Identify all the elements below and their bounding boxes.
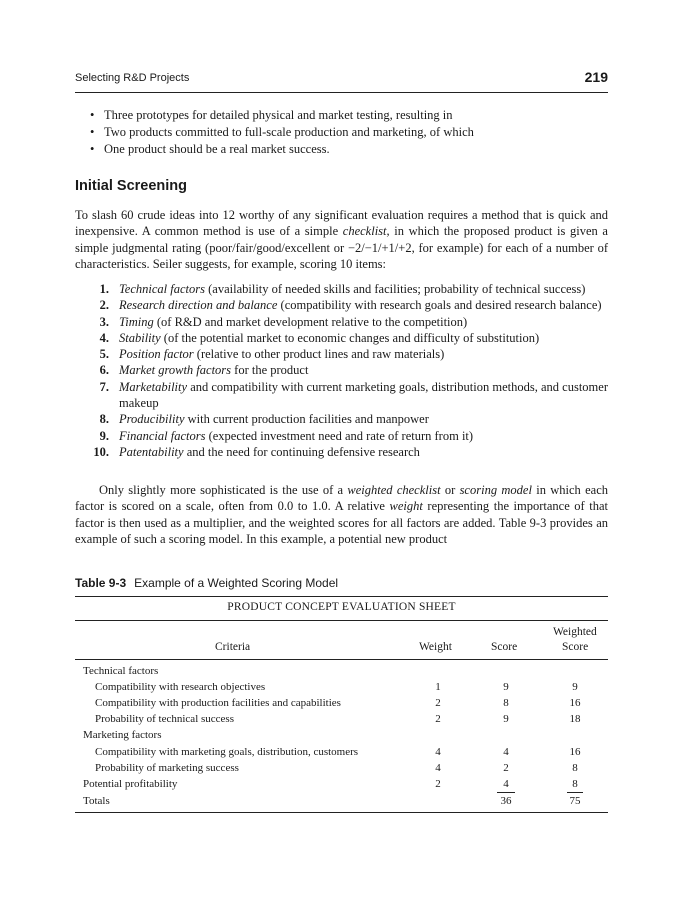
item-text: (of the potential market to economic changes and difficulty of substitution) — [160, 330, 540, 345]
item-term: Research direction and balance — [119, 298, 278, 313]
item-term: Marketability — [119, 379, 188, 394]
cell-score: 2 — [503, 762, 509, 774]
item-number: 8. — [99, 412, 109, 427]
list-item — [75, 281, 608, 297]
table-row — [75, 729, 608, 745]
item-number: 4. — [99, 330, 109, 345]
item-text: (expected investment need and rate of return from it) — [205, 428, 474, 443]
text-emphasis: weight — [389, 499, 423, 514]
list-item — [75, 379, 608, 412]
item-text: (compatibility with research goals and desired research balance) — [277, 298, 602, 313]
cell-weighted-score: 9 — [572, 681, 578, 693]
text-run: or — [440, 483, 460, 497]
cell-weight: 1 — [435, 681, 441, 693]
list-item — [75, 346, 608, 362]
cell-weight: 4 — [435, 762, 441, 774]
list-item — [75, 330, 608, 346]
list-item — [75, 362, 608, 378]
item-number: 9. — [99, 428, 109, 443]
bullet-list — [90, 107, 474, 158]
cell-weight: 2 — [435, 697, 441, 709]
cell-score: 4 — [503, 746, 509, 758]
item-term: Producibility — [119, 412, 185, 427]
cell-weighted-score: 75 — [569, 795, 581, 807]
list-item — [75, 428, 608, 444]
item-term: Market growth factors — [119, 363, 232, 378]
cell-weight: 2 — [435, 713, 441, 725]
table-number: Table 9-3 — [75, 576, 127, 590]
header-weighted-score: Score — [562, 641, 589, 653]
item-number: 3. — [99, 314, 109, 329]
item-number: 5. — [99, 347, 109, 362]
item-term: Stability — [119, 330, 161, 345]
table-caption — [75, 576, 338, 590]
text-emphasis: weighted checklist — [347, 483, 441, 497]
table-title: Example of a Weighted Scoring Model — [134, 576, 339, 590]
item-number: 10. — [93, 444, 109, 459]
text-emphasis: scoring model — [459, 483, 532, 497]
header-criteria: Criteria — [215, 641, 251, 653]
item-term: Financial factors — [119, 428, 206, 443]
table-row — [75, 665, 608, 681]
table-row-totals — [75, 795, 608, 811]
cell-weighted-score: 16 — [569, 746, 581, 758]
cell-weighted-score: 16 — [569, 697, 581, 709]
table-row — [75, 746, 608, 762]
running-title: Selecting R&D Projects — [75, 72, 190, 84]
header-score: Score — [491, 641, 518, 653]
text-run: To slash 60 crude ideas into 12 worthy of any significant evaluation requires a method that is quick and inexpensive. A common method is use of a simple — [75, 208, 608, 239]
cell-score: 9 — [503, 713, 509, 725]
text-run: in which the proposed product is given a simple judgmental rating (poor/fair/good/excellent or −2/−1/+1/+2, for example) for each of a number of characteristics. Seiler suggests, for example, scoring 10 items: — [75, 224, 608, 272]
cell-score: 36 — [500, 795, 512, 807]
text-run: Only slightly more sophisticated is the use of a — [99, 483, 348, 497]
header-weight: Weight — [419, 641, 452, 653]
row-label: Totals — [83, 795, 110, 807]
cell-weight: 2 — [435, 778, 441, 790]
text-emphasis: checklist, — [342, 224, 390, 239]
table-row — [75, 713, 608, 729]
item-text: for the product — [231, 363, 309, 378]
paragraph-scoring-model — [75, 482, 608, 548]
sum-underline — [567, 792, 583, 793]
table-row — [75, 697, 608, 713]
row-label: Probability of technical success — [95, 713, 234, 725]
item-number: 6. — [99, 363, 109, 378]
cell-score: 4 — [503, 778, 509, 790]
list-item — [75, 297, 608, 313]
header-weighted: Weighted — [553, 626, 597, 638]
table-rule — [75, 620, 608, 621]
section-heading: Initial Screening — [75, 178, 187, 194]
table-header-rule — [75, 659, 608, 660]
item-term: Timing — [119, 314, 154, 329]
list-item — [75, 444, 608, 460]
item-term: Technical factors — [119, 282, 205, 296]
row-label: Compatibility with marketing goals, distribution, customers — [95, 746, 359, 758]
item-text: (availability of needed skills and facilities; probability of technical success) — [205, 282, 586, 296]
text-run: representing the importance of that factor is then used as a multiplier, and the weighted scores for all factors are added. Table 9-3 provides an example of such a scoring model. In this example, a potential new product — [75, 499, 609, 547]
list-item — [75, 411, 608, 427]
cell-score: 8 — [503, 697, 509, 709]
item-text: with current production facilities and manpower — [184, 412, 429, 427]
item-term: Position factor — [119, 347, 194, 362]
bullet-item: • Three prototypes for detailed physical and market testing, resulting in — [90, 107, 474, 124]
list-item — [75, 314, 608, 330]
item-term: Patentability — [119, 444, 184, 459]
table-row — [75, 778, 608, 794]
bullet-item: • Two products committed to full-scale production and marketing, of which — [90, 124, 474, 141]
text-run: in which each factor is scored on a scale, often from 0.0 to 1.0. A relative — [75, 483, 608, 514]
item-number: 7. — [99, 379, 109, 394]
cell-weighted-score: 8 — [572, 778, 578, 790]
row-label: Compatibility with production facilities and capabilities — [95, 697, 341, 709]
item-number: 2. — [99, 298, 109, 313]
row-label: Potential profitability — [83, 778, 178, 790]
table-top-rule — [75, 596, 608, 597]
row-group-label: Marketing factors — [83, 729, 162, 741]
item-number: 1. — [99, 282, 109, 296]
item-text: and compatibility with current marketing goals, distribution methods, and customer makeup — [119, 379, 608, 411]
row-label: Probability of marketing success — [95, 762, 239, 774]
row-group-label: Technical factors — [83, 665, 159, 677]
table-bottom-rule — [75, 812, 608, 813]
cell-weighted-score: 18 — [569, 713, 581, 725]
item-text: (of R&D and market development relative to the competition) — [153, 314, 468, 329]
table-row — [75, 762, 608, 778]
row-label: Compatibility with research objectives — [95, 681, 266, 693]
sheet-title: PRODUCT CONCEPT EVALUATION SHEET — [227, 601, 456, 613]
cell-weight: 4 — [435, 746, 441, 758]
item-text: (relative to other product lines and raw materials) — [193, 347, 445, 362]
table-row — [75, 681, 608, 697]
running-header — [75, 69, 608, 93]
cell-score: 9 — [503, 681, 509, 693]
item-text: and the need for continuing defensive research — [183, 444, 420, 459]
bullet-item: • One product should be a real market success. — [90, 141, 474, 158]
paragraph-intro — [75, 207, 608, 273]
sum-underline — [497, 792, 515, 793]
page-number: 219 — [584, 69, 608, 85]
numbered-list — [75, 281, 608, 460]
cell-weighted-score: 8 — [572, 762, 578, 774]
